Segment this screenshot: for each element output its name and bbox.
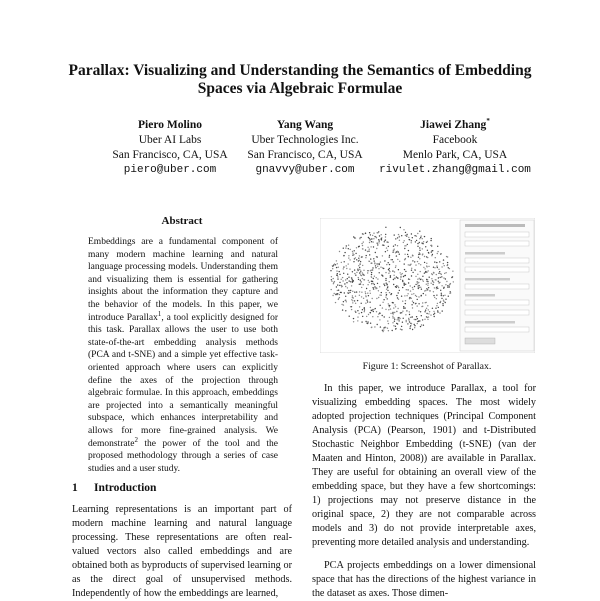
figure-caption: Figure 1: Screenshot of Parallax.: [362, 361, 492, 372]
footnote-ref-2: 2: [134, 435, 138, 444]
author-location: Menlo Park, CA, USA: [402, 149, 508, 161]
author-location: San Francisco, CA, USA: [247, 149, 363, 161]
abstract-text-part: , a tool explicitly designed for this task. Parallax allows the user to use both state-of-the-art embedding analysis methods (PCA and t-SNE) and a simple yet effective task-oriented approach where users can explicitly define the axes of the projection through algebraic formulae. In this approach, embeddings are projected into a semantically meaningful subspace, which enhances interpretability and allows for more fine-grained analysis. We demonstrate: [88, 312, 278, 449]
abstract-text-part: the power of the tool and the proposed methodology through a series of case studies and a user study.: [88, 438, 278, 474]
body-paragraph-2: PCA projects embeddings on a lower dimensional space that has the directions of the highest variance in the dataset as axes. Those dimen-: [312, 560, 536, 599]
paper-title: Parallax: Visualizing and Understanding the Semantics of Embedding Spaces via Algebraic Formulae: [68, 62, 532, 97]
control-panel: [460, 220, 534, 351]
author-block-3: [365, 118, 545, 178]
abstract-heading: Abstract: [161, 215, 203, 227]
author-affiliation: Uber Technologies Inc.: [251, 134, 359, 146]
author-name: Yang Wang: [276, 119, 334, 131]
author-name: Piero Molino: [138, 119, 202, 131]
author-email: rivulet.zhang@gmail.com: [379, 164, 531, 176]
author-affiliation: Uber AI Labs: [138, 134, 202, 146]
author-location: San Francisco, CA, USA: [112, 149, 228, 161]
section-heading: [72, 482, 156, 494]
body-paragraph-1: In this paper, we introduce Parallax, a tool for visualizing embedding spaces. The most widely adopted projection techniques (Principal Component Analysis (PCA) (Pearson, 1901) and t-Distributed Stochastic Neighbor Embedding (t-SNE) (van der Maaten and Hinton, 2008)) are available in Parallax. They are useful for obtaining an overall view of the embedding space, but they have a few shortcomings: 1) projections may not preserve distance in the original space, 2) they are not comparable across models and 3) do not provide interpretable axes, preventing more detailed analysis and understanding.: [312, 383, 536, 548]
footnote-ref-1: 1: [157, 309, 162, 318]
author-footnote-mark: *: [486, 117, 490, 126]
author-email: piero@uber.com: [123, 164, 217, 176]
author-affiliation: Facebook: [432, 134, 478, 146]
figure-parallax-screenshot: [320, 218, 535, 353]
introduction-text: Learning representations is an important part of modern machine learning and natural language processing. These representations are often real-valued vectors also called embeddings and are obtained both as byproducts of supervised learning or as the direct goal of unsupervised methods. Independently of how the embeddings are learned,: [72, 504, 292, 599]
author-email: gnavvy@uber.com: [255, 164, 355, 176]
abstract-text: [88, 236, 278, 475]
author-block-2: [230, 118, 380, 178]
section-title: Introduction: [94, 482, 157, 494]
section-number: 1: [72, 482, 78, 494]
author-name: Jiawei Zhang: [420, 119, 487, 131]
abstract-text-part: Embeddings are a fundamental component of many modern machine learning and natural language processing models. Understanding them and visualizing them is essential for gathering insights about the information they capture and the behavior of the models. In this paper, we introduce Parallax: [88, 237, 278, 323]
author-block-1: [95, 118, 245, 178]
